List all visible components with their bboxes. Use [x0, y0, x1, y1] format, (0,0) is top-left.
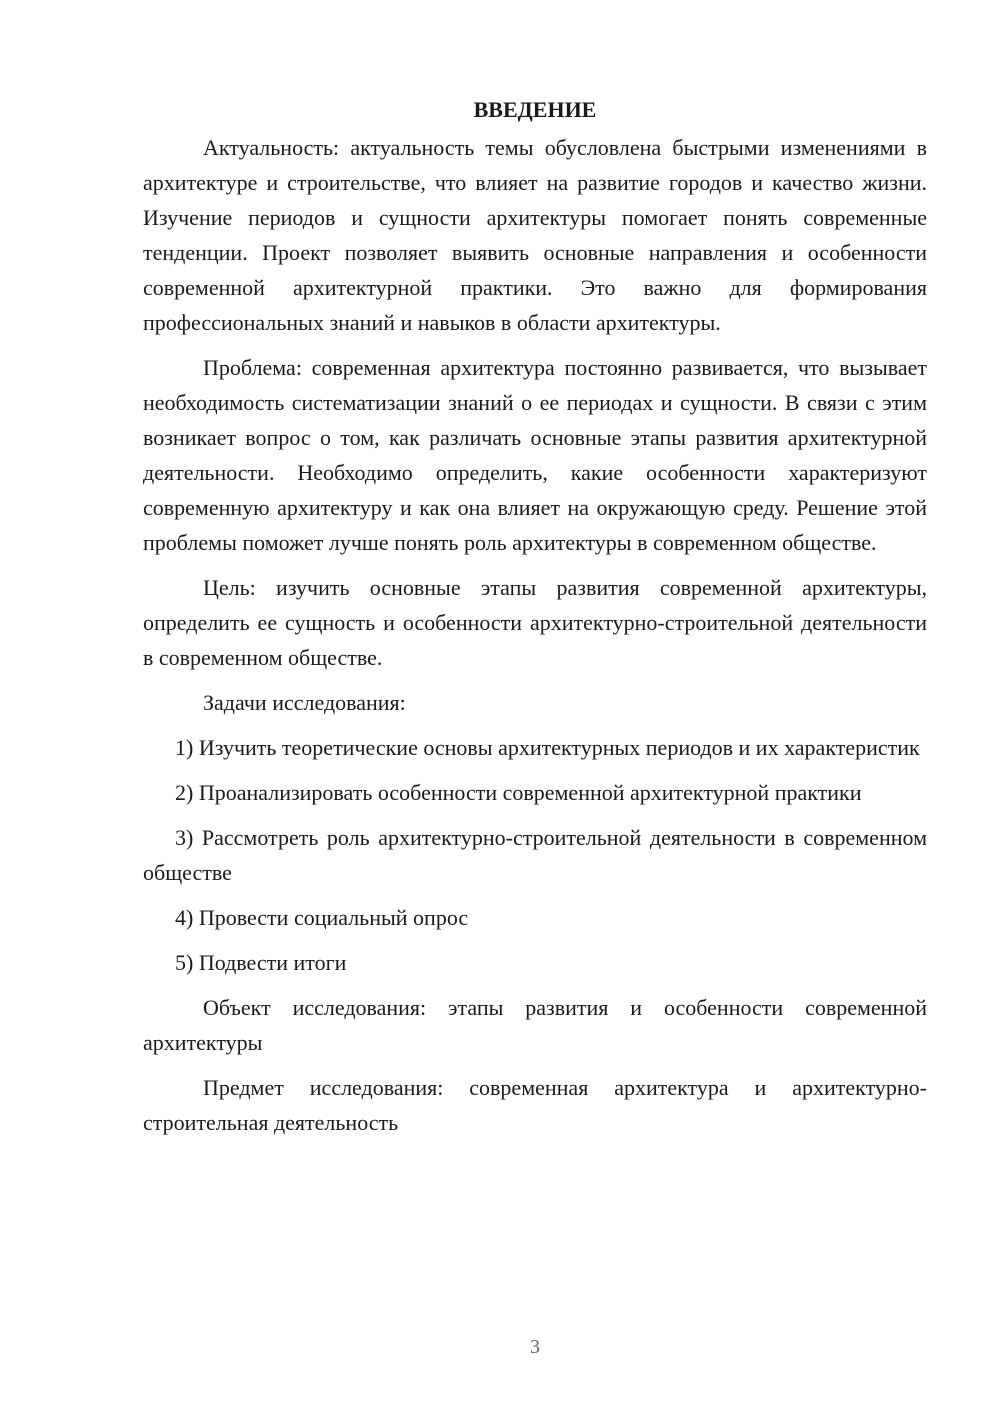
list-item: 2) Проанализировать особенности современной архитектурной практики [175, 780, 862, 805]
document-page [143, 92, 927, 1150]
paragraph-relevance: Актуальность: актуальность темы обусловлена быстрыми изменениями в архитектуре и строительстве, что влияет на развитие городов и качество жизни. Изучение периодов и сущности архитектуры помогает понять современные тенденции. Проект позволяет выявить основные направления и особенности современной архитектурной практики. Это важно для формирования профессиональных знаний и навыков в области архитектуры. [143, 135, 927, 335]
paragraph-problem: Проблема: современная архитектура постоянно развивается, что вызывает необходимость систематизации знаний о ее периодах и сущности. В связи с этим возникает вопрос о том, как различать основные этапы развития архитектурной деятельности. Необходимо определить, какие особенности характеризуют современную архитектуру и как она влияет на окружающую среду. Решение этой проблемы поможет лучше понять роль архитектуры в современном обществе. [143, 355, 927, 555]
list-item: 1) Изучить теоретические основы архитектурных периодов и их характеристик [175, 735, 920, 760]
page-title: ВВЕДЕНИЕ [473, 97, 597, 122]
list-item: 3) Рассмотреть роль архитектурно-строительной деятельности в современном обществе [143, 825, 927, 885]
tasks-list [143, 730, 927, 980]
page-number: 3 [530, 1336, 540, 1358]
paragraph-object: Объект исследования: этапы развития и особенности современной архитектуры [143, 995, 927, 1055]
paragraph-goal: Цель: изучить основные этапы развития современной архитектуры, определить ее сущность и особенности архитектурно-строительной деятельности в современном обществе. [143, 575, 927, 670]
list-item: 4) Провести социальный опрос [175, 905, 469, 930]
tasks-heading: Задачи исследования: [203, 690, 406, 715]
paragraph-subject: Предмет исследования: современная архитектура и архитектурно-строительная деятельность [143, 1075, 927, 1135]
list-item: 5) Подвести итоги [175, 950, 347, 975]
